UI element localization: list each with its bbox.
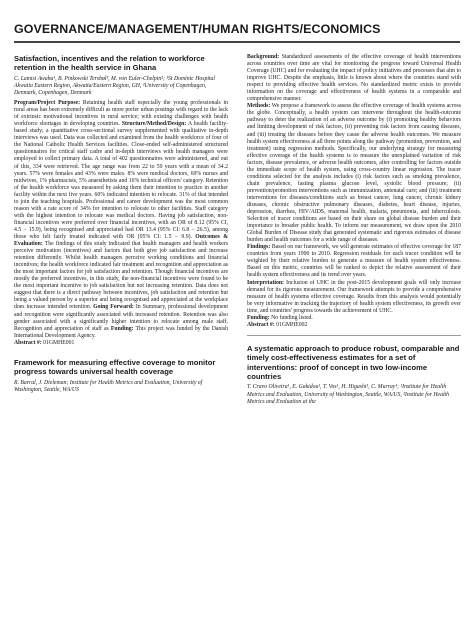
abstract-divider — [247, 335, 461, 336]
section-text: Standardized assessments of the effective coverage of health interventions across countries over time are vital for monitoring the progress toward Universal Health Coverage (UHC) and for evaluating the impact of policy initiatives and processes that aim to improve UHC. Despite the emphasis, little is known about where the countries stand with respect to providing effective health services. No standardized metric exists to provide information on the coverage and effectiveness of health systems in a comparable and comprehensive manner. — [247, 54, 462, 103]
section-label: Structure/Method/Design: — [121, 121, 187, 128]
section-label: Funding: — [247, 314, 270, 321]
section-text: Retaining health staff especially the young professionals in rural areas has been extremely difficult as more prefer urban postings with regard to the lack of extrinsic motivational incentives in rural service; with existing challenges with health workforce shortages in developing countries. — [14, 100, 228, 128]
section-text: We propose a framework to assess the effective coverage of health systems across the globe. Conceptually, a health system can intervene throughout the health-outcome pathway to deter the realization of an adverse outcome by (i) promoting healthy behaviors and limiting development of risk factors, (ii) preventing risk factors from causing diseases, and (iii) treating the diseases before they cause the adverse health outcomes. We measure health system effectiveness at all three points along the pathway (promotion, prevention, and treatment) using regression methods. Specifically, our underlying strategy for measuring effective coverage of the health systems is to measure the unexplained variation of risk factors, disease prevalence, or adverse health outcomes, after controlling for factors outside the immediate scope of health system, using cross-country linear regression. The tracer conditions selected for the analysis includes (i) risk factors such as smoking prevalence, chain prevalence, fasting plasma glucose level, systolic blood pressure; (ii) prevention/promotion interventions such as immunization, antenatal care; and (iii) treatment interventions for diseases/conditions such as breast cancer, lung cancer, chronic kidney diseases, chronic obstructive pulmonary diseases, diabetes, heart disease, injuries, depression, diarrhea, HIV/AIDS, maternal health, malaria, pneumonia, and tuberculosis. Selection of tracer conditions are based on their share on global disease burden and their importance to broader public health. To inform our measurement, we draw upon the 2010 Global Burden of Disease study that generated systematic and rigorous estimates of disease burden and health outcomes for a wide range of diseases. — [247, 103, 461, 244]
abstract-authors: R. Barral, J. Dieleman; Institute for Health Metrics and Evaluation, University of Washington, Seattle, WA/US — [14, 379, 203, 393]
section-text: Based on our framework, we will generate estimates of effective coverage for 187 countries from years 1990 to 2010. Regression residuals for each tracer condition will be weighted by their relative burden to generate a measure of health system effectiveness. Based on this metric, countries will be ranked to depict the relative assessment of their health system effectiveness and its trend over years. — [247, 244, 461, 279]
abstract-number-label: Abstract #: — [247, 321, 275, 328]
section-label: Background: — [247, 54, 280, 60]
section-text: A health facility-based study; a quantitative cross-sectional survey supplemented with qualitative in-depth interviews was used. Data was collected and examined from the health workforce of four of the National Catholic Health Services facilities. Close-ended self-administered structured questionnaires for critical staff cadre and in-depth interviews with health managers were employed to collect primary data. A total of 402 questionnaires were administered, and out of this, 334 were retrieved. The age range was from 22 to 59 years with a mean of 34.2 years. 57% were females and 43% were males. 8% were medical doctors, 69% nurses and midwives, 1% pharmacists, 5% anaesthetists and 16% technical officers' category. Retention of the health workforce was measured by asking them their intention to practice in another facility within the next five years. 60% indicated intention to relocate. 31% of that intended to join the teaching hospitals. Professional and career development was the most common reason with a rate score of 34% for intention to relocate to other facilities. Staff category with the highest intention to relocate was medical doctors. Having job satisfaction, non-financial incentives were preferred over financial incentives, with an OR of 8.12 (95% CI, 4.5 − 15.9), being recognised and appreciated had OR 13.4 (95% CI: 6.8 − 26.5), among those who felt fairly treated indicated with OR (95% CI: 1.5 − 9.9). — [14, 121, 228, 240]
section-label: Outcomes & Evaluation: — [14, 233, 229, 248]
right-column — [247, 54, 461, 409]
section-text: This project was funded by the Danish International Development Agency. — [14, 325, 228, 339]
abstract-body — [14, 100, 228, 347]
abstract-title: Satisfaction, incentives and the relation to workforce retention in the health service in Ghana — [14, 54, 205, 73]
abstract-authors: C. Lamisi Awaba¹, B. Pinkowski Tersbøl², M. von Euler-Chelpin²; ¹St Dominic Hospital Akwatia Eastern Region, Akwatia/Eastern Region, GH, ²University of Copenhagen, Denmark, Copenhagen, Denmark — [14, 75, 216, 96]
abstract-number: 01GMHE002 — [276, 321, 308, 328]
abstract-number-label: Abstract #: — [14, 339, 42, 346]
section-header: GOVERNANCE/MANAGEMENT/HUMAN RIGHTS/ECONOMICS — [14, 22, 381, 36]
abstract-number: 01GMHE001 — [43, 339, 75, 346]
section-label: Going Forward: — [93, 304, 134, 311]
section-text: In Summary, professional development and recognition were significantly associated with increased retention. Retention was also gender associated with a significantly higher intention to relocate among male staff. Recognition and appreciation of staff as — [14, 304, 228, 332]
section-text: The findings of this study indicated that health managers and health workers perceive motivation (incentives) and factors that both give job satisfaction and increase retention differently. Whilst health managers perceive working conditions and financial incentives; the health workforce indicated fair treatment and recognition and appreciation as the most important factors for job satisfaction and retention. Though financial incentives are mostly the preferred incentives, in this study, the non-financial incentives were found to be the most important incentive to job satisfaction but not increasing retention. Data does not suggest that there is a direct pathway between incentives, job satisfaction and retention but being a valued person by a superior and being recognised and appreciated at the workplace does increase intended retention. — [14, 241, 228, 311]
header-rule — [14, 41, 460, 43]
section-label: Interpretation: — [247, 279, 284, 286]
section-label: Findings: — [247, 244, 271, 251]
section-label: Methods: — [247, 103, 271, 110]
section-text: No funding listed. — [271, 314, 313, 321]
abstract-title: Framework for measuring effective coverage to monitor progress towards universal health coverage — [14, 357, 216, 377]
section-label: Funding: — [110, 325, 134, 332]
section-label: Program/Project Purpose: — [14, 100, 81, 107]
left-column — [14, 54, 228, 397]
abstract-body — [247, 54, 461, 329]
abstract-authors: T. Cravo Oliveira¹, E. Gakidou¹, T. Vos¹, H. Higashi¹, C. Murray¹; ¹Institute for Health Metrics and Evaluation, University of Washington, Seattle, WA/US, ²Institute for Health Metrics and Evaluation at the — [247, 384, 450, 405]
section-text: Inclusion of UHC in the post-2015 development goals will only increase demand for its rigorous measurement. Our framework attempts to provide a comprehensive measure of health systems effective coverage. Results from this analysis would potentially be very informative in tracking the trajectory of health system effectiveness, its growth over time, and countries' progress towards the achievement of UHC. — [247, 279, 461, 314]
abstract-title: A systematic approach to produce robust, comparable and timely cost-effectiveness estimates for a set of interventions: proof of concept in two low-income countries — [247, 343, 460, 382]
